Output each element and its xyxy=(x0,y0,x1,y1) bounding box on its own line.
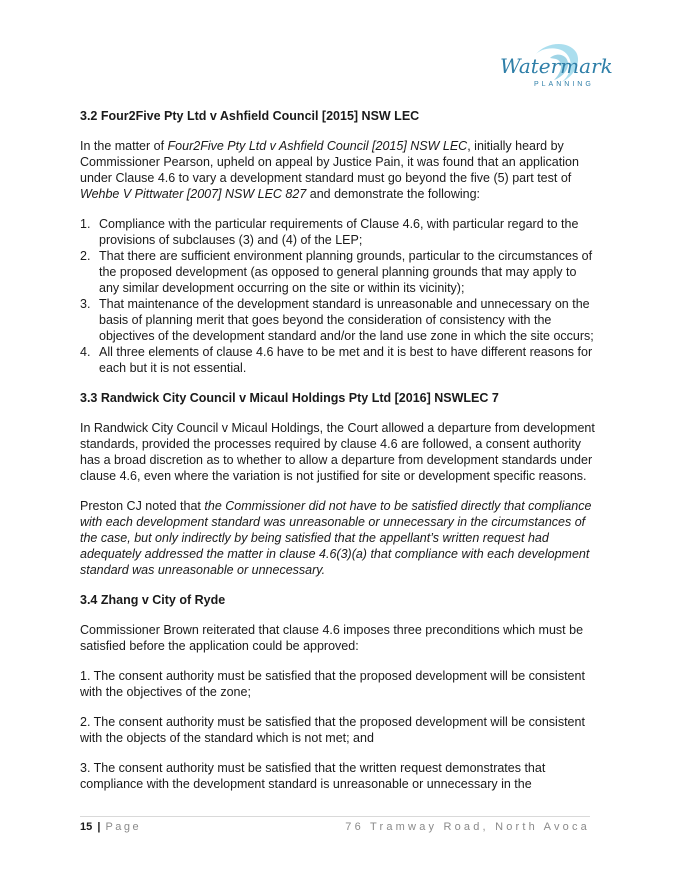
section-heading-3-4: 3.4 Zhang v City of Ryde xyxy=(80,593,226,607)
intro-wehbe-citation: Wehbe V Pittwater [2007] NSW LEC 827 xyxy=(80,187,307,201)
list-number: 2. xyxy=(80,249,91,263)
page-number: 15 xyxy=(80,821,93,833)
section-heading-3-2: 3.2 Four2Five Pty Ltd v Ashfield Council [2015] NSW LEC xyxy=(80,109,420,123)
page-footer xyxy=(80,816,590,837)
intro-text-3: and demonstrate the following: xyxy=(306,187,480,201)
list-number: 4. xyxy=(80,345,91,359)
list-item xyxy=(80,344,598,376)
intro-text-2: , initially heard by Commissioner Pearson, upheld on appeal by Justice Pain, it was found that an application under Clause 4.6 to vary a development standard must go beyond the five (5) part test of xyxy=(80,139,579,185)
document-body xyxy=(80,108,598,806)
list-number: 3. xyxy=(80,297,91,311)
list-text: That there are sufficient environment planning grounds, particular to the circumstances of the proposed development (as opposed to general planning grounds that may apply to any similar development occurring on the site or within its vicinity); xyxy=(99,249,593,295)
precondition-1: 1. The consent authority must be satisfied that the proposed development will be consistent with the objectives of the zone; xyxy=(80,669,585,699)
quote-lead-in: Preston CJ noted that xyxy=(80,499,205,513)
list-item xyxy=(80,248,598,296)
page-label: Page xyxy=(105,821,142,833)
logo-graphic xyxy=(496,40,613,96)
list-text: Compliance with the particular requirements of Clause 4.6, with particular regard to the provisions of subclauses (3) and (4) of the LEP; xyxy=(99,217,579,247)
watermark-planning-logo xyxy=(496,40,613,96)
logo-tagline: PLANNING xyxy=(534,81,594,88)
section-heading-3-3: 3.3 Randwick City Council v Micaul Holdings Pty Ltd [2016] NSWLEC 7 xyxy=(80,391,499,405)
precondition-3: 3. The consent authority must be satisfied that the written request demonstrates that compliance with the development standard is unreasonable or unnecessary in the xyxy=(80,761,546,791)
section-3-2-intro xyxy=(80,138,598,202)
page-separator: | xyxy=(97,821,101,833)
section-3-3-paragraph-2 xyxy=(80,498,598,578)
list-item xyxy=(80,216,598,248)
intro-case-citation: Four2Five Pty Ltd v Ashfield Council [2015] NSW LEC xyxy=(167,139,468,153)
preston-quote: the Commissioner did not have to be satisfied directly that compliance with each development standard was unreasonable or unnecessary in the circumstances of the case, but only indirectly by being satisfied that the appellant’s written request had adequately addressed the matter in clause 4.6(3)(a) that compliance with each development standard was unreasonable or unnecessary. xyxy=(80,499,592,577)
logo-wordmark: Watermark xyxy=(500,54,613,78)
requirements-list xyxy=(80,216,598,376)
page-indicator xyxy=(80,821,141,833)
footer-address: 76 Tramway Road, North Avoca xyxy=(345,821,590,833)
list-text: That maintenance of the development standard is unreasonable and unnecessary on the basis of planning merit that goes beyond the consideration of consistency with the objectives of the development standard and/or the land use zone in which the site occurs; xyxy=(99,297,594,343)
precondition-2: 2. The consent authority must be satisfied that the proposed development will be consistent with the objects of the standard which is not met; and xyxy=(80,715,585,745)
intro-text-1: In the matter of xyxy=(80,139,168,153)
list-text: All three elements of clause 4.6 have to be met and it is best to have different reasons for each but it is not essential. xyxy=(99,345,593,375)
section-3-3-paragraph-1: In Randwick City Council v Micaul Holdings, the Court allowed a departure from development standards, provided the processes required by clause 4.6 are followed, a consent authority has a broad discretion as to whether to allow a departure from development standards under clause 4.6, even where the variation is not justified for site or development specific reasons. xyxy=(80,421,595,483)
list-number: 1. xyxy=(80,217,91,231)
list-item xyxy=(80,296,598,344)
section-3-4-intro: Commissioner Brown reiterated that clause 4.6 imposes three preconditions which must be satisfied before the application could be approved: xyxy=(80,623,584,653)
